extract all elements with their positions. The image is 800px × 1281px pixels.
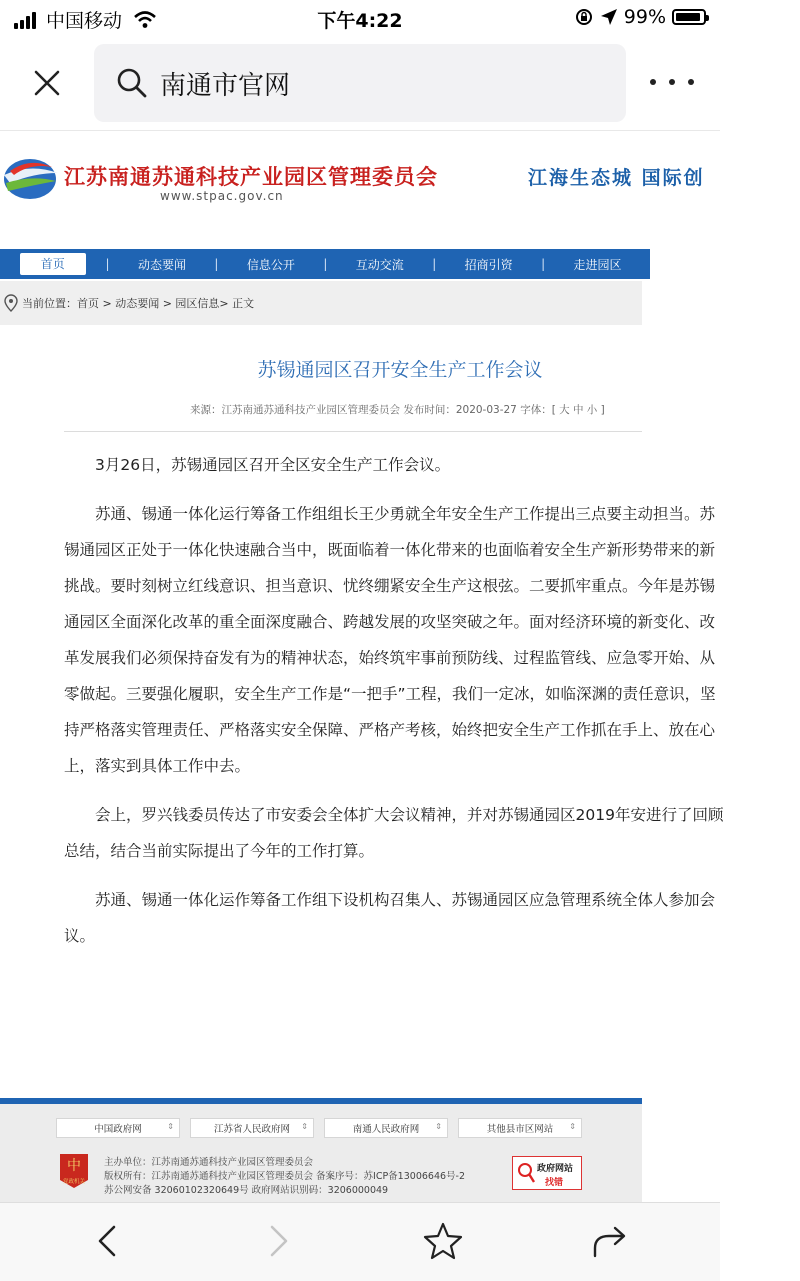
status-bar	[0, 0, 720, 38]
search-box[interactable]	[94, 44, 626, 122]
link-select-jiangsu[interactable]: 江苏省人民政府网 ⇕	[190, 1118, 314, 1138]
article-paragraph: 苏通、锡通一体化运行筹备工作组组长王少勇就全年安全生产工作提出三点要主动担当。苏锡通园区正处于一体化快速融合当中，既面临着一体化带来的也面临着安全生产新形势带来的新挑战。要时刻树立红线意识、担当意识、忧终绷紧安全生产这根弦。二要抓牢重点。今年是苏锡通园区全面深化改革的重全面深度融合、跨越发展的攻坚突破之年。面对经济环境的新变化、改革发展我们必须保持奋发有为的精神状态，始终筑牢事前预防线、过程监管线、应急零开始、从零做起。三要强化履职，安全生产工作是“一把手”工程，我们一定冰，如临深渊的责任意识，坚持严格落实管理责任、严格落实安全保障、严格产考核，始终把安全生产工作抓在手上、放在心上，落实到具体工作中去。	[64, 505, 716, 775]
site-logo-icon	[0, 153, 60, 203]
article-paragraph: 3月26日，苏锡通园区召开全区安全生产工作会议。	[95, 456, 451, 474]
nav-separator: |	[214, 257, 219, 271]
breadcrumb	[0, 281, 642, 325]
close-icon[interactable]	[28, 64, 66, 102]
share-icon	[591, 1224, 629, 1258]
article-body	[64, 447, 724, 967]
back-button[interactable]	[86, 1219, 130, 1263]
magnifier-icon	[517, 1162, 535, 1184]
footer-sponsor: 主办单位：江苏南通苏通科技产业园区管理委员会	[104, 1157, 314, 1168]
article-title: 苏锡通园区召开安全生产工作会议	[257, 359, 543, 381]
more-icon[interactable]	[650, 72, 694, 92]
location-icon	[600, 8, 618, 26]
status-time: 下午4:22	[317, 10, 403, 32]
carrier-label: 中国移动	[46, 10, 123, 32]
battery-percent: 99%	[623, 6, 666, 28]
link-select-other[interactable]: 其他县市区网站 ⇕	[458, 1118, 582, 1138]
star-icon	[423, 1222, 463, 1260]
browser-toolbar	[0, 1202, 720, 1281]
nav-item-interaction[interactable]: 互动交流	[355, 257, 404, 272]
link-select-gov[interactable]: 中国政府网 ⇕	[56, 1118, 180, 1138]
search-icon	[116, 67, 148, 99]
footer-police: 苏公网安备 32060102320649号 政府网站识别码：3206000049	[104, 1185, 389, 1196]
divider	[64, 431, 642, 432]
favorite-button[interactable]	[421, 1219, 465, 1263]
article-paragraph: 会上，罗兴钱委员传达了市安委会全体扩大会议精神，并对苏锡通园区2019年安进行了回顾总结，结合当前实际提出了今年的工作打算。	[64, 806, 724, 860]
nav-item-investment[interactable]: 招商引资	[464, 257, 513, 272]
nav-item-info[interactable]: 信息公开	[246, 257, 295, 272]
nav-separator: |	[432, 257, 437, 271]
link-select-nantong[interactable]: 南通人民政府网 ⇕	[324, 1118, 448, 1138]
nav-item-about[interactable]: 走进园区	[573, 257, 622, 272]
browser-header	[0, 38, 720, 131]
nav-separator: |	[541, 257, 546, 271]
site-org-name: 江苏南通苏通科技产业园区管理委员会	[64, 165, 438, 189]
party-gov-emblem[interactable]	[58, 1152, 90, 1190]
nav-separator: |	[323, 257, 328, 271]
web-page	[0, 131, 724, 1201]
site-footer	[0, 1104, 642, 1204]
status-right	[574, 6, 706, 28]
battery-icon	[672, 9, 706, 25]
nav-separator: |	[105, 257, 110, 271]
site-banner	[0, 131, 705, 219]
article-meta: 来源：江苏南通苏通科技产业园区管理委员会 发布时间：2020-03-27 字体：[ 大 中 小 ]	[190, 404, 605, 416]
svg-text:中: 中	[67, 1158, 81, 1174]
nav-item-news[interactable]: 动态要闻	[137, 257, 186, 272]
chevron-right-icon	[264, 1224, 292, 1258]
footer-info	[104, 1156, 465, 1198]
footer-copyright: 版权所有：江苏南通苏通科技产业园区管理委员会 备案序号：苏ICP备13006646号-2	[104, 1171, 466, 1182]
site-url: www.stpac.gov.cn	[160, 189, 284, 203]
search-query: 南通市官网	[160, 70, 291, 101]
site-slogan: 江海生态城 国际创	[528, 167, 705, 189]
svg-text:党政机关: 党政机关	[62, 1179, 86, 1185]
chevron-left-icon	[94, 1224, 122, 1258]
main-nav	[0, 249, 650, 279]
location-pin-icon	[4, 294, 18, 312]
share-button[interactable]	[588, 1219, 632, 1263]
rotation-lock-icon	[574, 7, 594, 27]
nav-item-home[interactable]: 首页	[20, 253, 86, 275]
footer-links	[56, 1118, 592, 1138]
forward-button[interactable]	[256, 1219, 300, 1263]
breadcrumb-text[interactable]: 当前位置：首页 > 动态要闻 > 园区信息> 正文	[22, 297, 255, 310]
article-paragraph: 苏通、锡通一体化运作筹备工作组下设机构召集人、苏锡通园区应急管理系统全体人参加会议。	[64, 891, 716, 945]
gov-site-error-button[interactable]: 政府网站 找错	[512, 1156, 582, 1190]
